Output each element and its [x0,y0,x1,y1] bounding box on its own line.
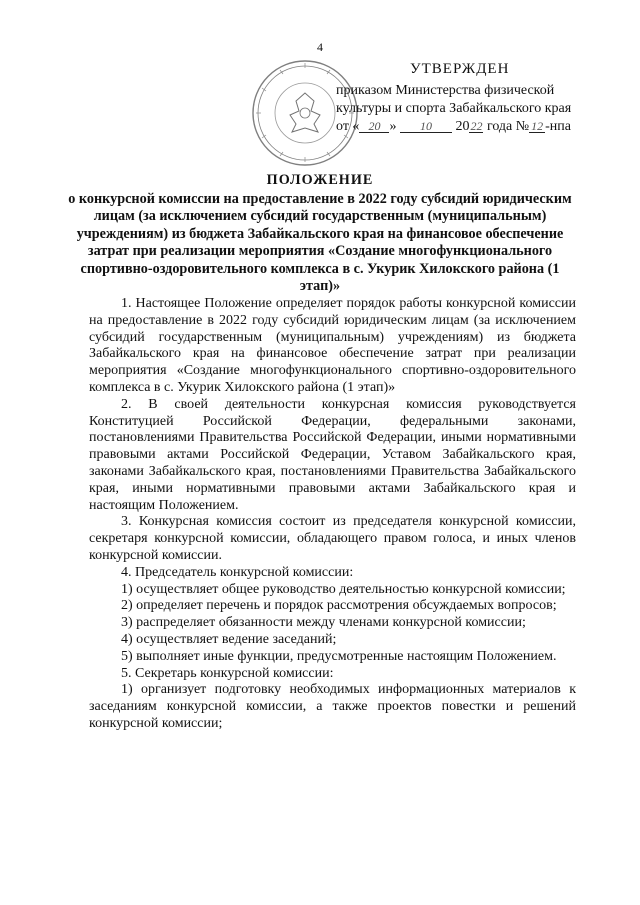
date-month: 10 [400,120,452,133]
paragraph-1: 1. Настоящее Положение определяет порядок работы конкурсной комиссии на предоставление в 2022 году субсидий юридическим лицам (за исключением субсидий государственным (муниципальным) учреждениям) из бюджета Забайкальского края на финансовое обеспечение затрат при реализации мероприятия «Создание многофункционального спортивно-оздоровительного комплекса в с. Укурик Хилокского района (1 этап)» [89,296,576,395]
year-prefix: 20 [455,119,470,134]
document-title [60,172,580,296]
page-number: 4 [317,40,323,54]
paragraph-4: 4. Председатель конкурсной комиссии: [121,564,354,580]
order-number: 12 [531,119,544,133]
date-mid: » [389,119,397,134]
paragraph-2: 2. В своей деятельности конкурсная комиссия руководствуется Конституцией Российской Федерации, федеральными законами, постановлениями Правительства Российской Федерации, иными нормативными правовыми актами Российской Федерации, Уставом Забайкальского края, законами Забайкальского края, постановлениями Правительства Забайкальского края, иными нормативными правовыми актами Забайкальского края и настоящим Положением. [89,396,576,513]
paragraph-3: 3. Конкурсная комиссия состоит из председателя конкурсной комиссии, секретаря конкурсной комиссии, обладающего правом голоса, и иных членов конкурсной комиссии. [89,514,576,563]
list-item-4-1: 1) осуществляет общее руководство деятельностью конкурсной комиссии; [121,581,566,597]
list-item-5-1: 1) организует подготовку необходимых информационных материалов к заседаниям конкурсной комиссии, а также проектов повестки и решений конкурсной комиссии; [89,682,576,731]
date-prefix: от « [336,119,360,134]
approval-date-line [336,118,598,136]
list-item-4-3: 3) распределяет обязанности между членами конкурсной комиссии; [121,615,526,631]
year-suffix: 22 [470,119,483,133]
date-day: 20 [359,120,389,133]
year-word: года № [486,119,530,134]
paragraph-5: 5. Секретарь конкурсной комиссии: [121,665,334,681]
list-item-4-5: 5) выполняет иные функции, предусмотренные настоящим Положением. [121,648,557,664]
approval-block [336,60,598,136]
title-word: ПОЛОЖЕНИЕ [266,172,374,188]
title-subtitle: о конкурсной комиссии на предоставление в 2022 году субсидий юридическим лицам (за исключением субсидий государственным (муниципальным) учреждениям) из бюджета Забайкальского края на финансовое обеспечение затрат при реализации мероприятия «Создание многофункционального спортивно-оздоровительного комплекса в с. Укурик Хилокского района (1 этап)» [68,190,572,294]
list-item-4-2: 2) определяет перечень и порядок рассмотрения обсуждаемых вопросов; [121,598,557,614]
order-number-suffix: -нпа [545,119,571,134]
approval-line-1: приказом Министерства физической [336,83,555,98]
list-item-4-4: 4) осуществляет ведение заседаний; [121,631,337,647]
approval-line-2: культуры и спорта Забайкальского края [336,101,572,116]
document-body [89,296,576,733]
approval-heading: УТВЕРЖДЕН [410,61,510,77]
